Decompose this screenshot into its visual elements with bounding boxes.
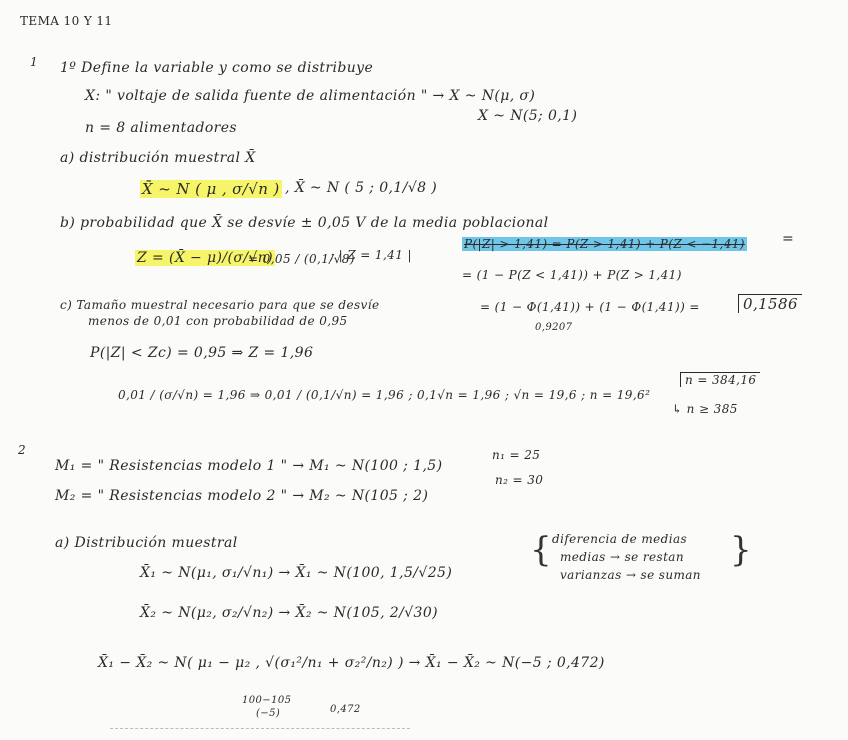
ex1-part-c-label: c) Tamaño muestral necesario para que se desvíe	[60, 298, 380, 312]
ex2-diff-sub-1: 100−105	[242, 695, 292, 706]
ex1-part-c-n-value: n = 384,16	[680, 372, 760, 387]
ex1-part-c-final: ↳ n ≥ 385	[672, 402, 738, 416]
exercise-number-1: 1	[30, 55, 39, 69]
ex2-diff-sub-2: (−5)	[256, 708, 281, 719]
ex2-x1-distribution: X̄₁ ~ N(μ₁, σ₁/√n₁) → X̄₁ ~ N(100, 1,5/√25)	[140, 565, 453, 581]
ex2-x2-distribution: X̄₂ ~ N(μ₂, σ₂/√n₂) → X̄₂ ~ N(105, 2/√30)	[140, 605, 439, 621]
ex1-part-a-formula: X̄ ~ N ( μ , σ/√n )	[142, 180, 280, 198]
ex1-part-c-label-2: menos de 0,01 con probabilidad de 0,95	[88, 314, 348, 328]
ex1-part-b-z: Z = (X̄ − μ)/(σ/√n)	[137, 250, 274, 266]
ex1-part-b-step3: = (1 − Φ(1,41)) + (1 − Φ(1,41)) =	[480, 300, 700, 314]
bottom-dashed-line	[110, 728, 410, 729]
ex1-part-b-label: b) probabilidad que X̄ se desvíe ± 0,05 V de la media poblacional	[60, 215, 549, 231]
ex1-part-a-result: , X̄ ~ N ( 5 ; 0,1/√8 )	[285, 180, 438, 196]
ex1-part-c-equation: 0,01 / (σ/√n) = 1,96 ⇒ 0,01 / (0,1/√n) = 1,96 ; 0,1√n = 1,96 ; √n = 19,6 ; n = 19,6²	[118, 388, 651, 402]
left-brace: {	[530, 530, 552, 570]
ex2-part-a-label: a) Distribución muestral	[55, 535, 238, 551]
ex2-n1: n₁ = 25	[492, 448, 541, 462]
ex2-m1-definition: M₁ = " Resistencias modelo 1 " → M₁ ~ N(100 ; 1,5)	[55, 458, 443, 474]
exercise-number-2: 2	[18, 443, 27, 457]
ex1-part-b-z-result: ; | Z = 1,41 |	[330, 248, 412, 262]
ex1-part-b-answer: 0,1586	[738, 294, 802, 313]
ex1-part-b-phi-value: 0,9207	[535, 322, 573, 333]
ex2-note-3: varianzas → se suman	[560, 568, 701, 582]
ex2-m2-definition: M₂ = " Resistencias modelo 2 " → M₂ ~ N(105 ; 2)	[55, 488, 429, 504]
page-title: TEMA 10 Y 11	[20, 14, 113, 28]
ex1-part-a-label: a) distribución muestral X̄	[60, 150, 256, 166]
ex2-note-2: medias → se restan	[560, 550, 684, 564]
ex1-part-b-z-value: = 0,05 / (0,1/√8)	[248, 252, 355, 266]
ex2-difference-distribution: X̄₁ − X̄₂ ~ N( μ₁ − μ₂ , √(σ₁²/n₁ + σ₂²/n₂) ) → X̄₁ − X̄₂ ~ N(−5 ; 0,472)	[98, 655, 605, 671]
ex1-distribution: X ~ N(5; 0,1)	[478, 108, 578, 124]
ex1-part-b-probability: P(|Z| > 1,41) = P(Z > 1,41) + P(Z < −1,41)	[464, 237, 745, 251]
ex2-n2: n₂ = 30	[495, 473, 544, 487]
ex2-note-1: diferencia de medias	[552, 532, 688, 546]
ex1-part-c-probability: P(|Z| < Zc) = 0,95 ⇒ Z = 1,96	[90, 345, 314, 361]
ex1-step1: 1º Define la variable y como se distribuye	[60, 60, 374, 76]
ex1-part-b-equals: =	[782, 231, 795, 247]
ex2-diff-sub-3: 0,472	[330, 704, 361, 715]
ex1-variable-definition: X: " voltaje de salida fuente de alimentación " → X ~ N(μ, σ)	[85, 88, 536, 104]
ex1-part-b-step2: = (1 − P(Z < 1,41)) + P(Z > 1,41)	[462, 268, 682, 282]
ex1-sample-size: n = 8 alimentadores	[85, 120, 238, 136]
right-brace: }	[730, 530, 752, 570]
